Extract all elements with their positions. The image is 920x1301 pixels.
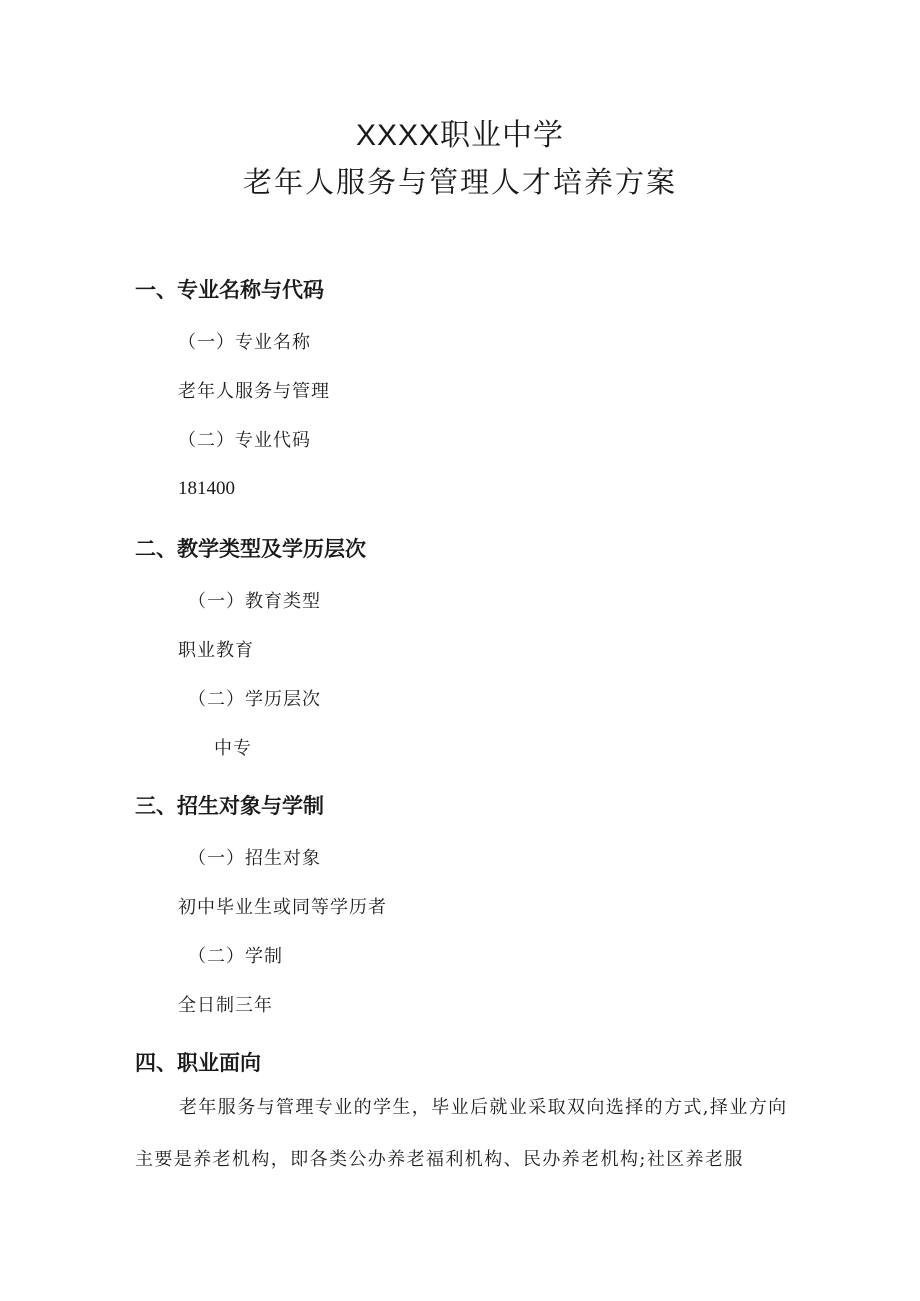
subheading-major-code: （二）专业代码	[178, 430, 311, 451]
subheading-duration: （二）学制	[188, 946, 283, 967]
section-heading-3: 三、招生对象与学制	[135, 794, 324, 818]
enrollment-target-value: 初中毕业生或同等学历者	[178, 897, 387, 918]
document-title-school: XXXX职业中学	[355, 119, 565, 152]
major-code-value: 181400	[178, 478, 235, 499]
career-orientation-paragraph: 老年服务与管理专业的学生，毕业后就业采取双向选择的方式,择业方向主要是养老机构，即各类公办养老福利机构、民办养老机构;社区养老服	[135, 1097, 788, 1170]
education-type-value: 职业教育	[178, 640, 254, 661]
education-level-value: 中专	[214, 738, 252, 759]
subheading-education-level: （二）学历层次	[188, 689, 321, 710]
document-title-program: 老年人服务与管理人才培养方案	[242, 165, 677, 199]
section-heading-4: 四、职业面向	[135, 1051, 261, 1075]
subheading-education-type: （一）教育类型	[188, 591, 321, 612]
major-name-value: 老年人服务与管理	[178, 381, 330, 402]
subheading-enrollment-target: （一）招生对象	[188, 848, 321, 869]
duration-value: 全日制三年	[178, 995, 273, 1016]
subheading-major-name: （一）专业名称	[178, 332, 311, 353]
section-heading-2: 二、教学类型及学历层次	[135, 537, 366, 561]
section-heading-1: 一、专业名称与代码	[135, 278, 324, 302]
